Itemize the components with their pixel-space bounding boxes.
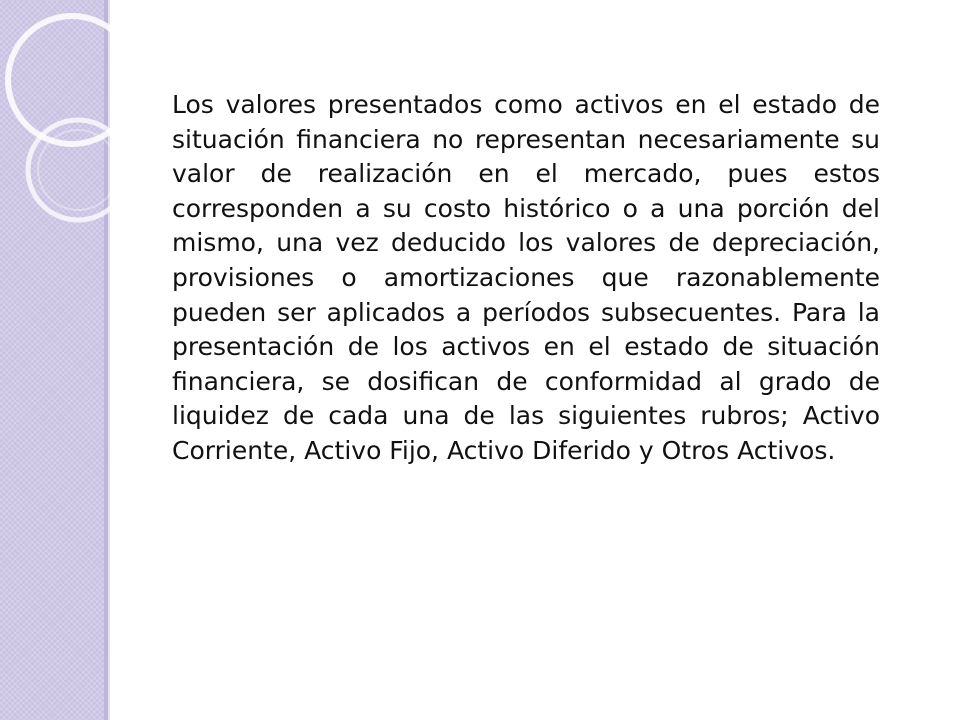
decorative-ring-large bbox=[8, 16, 136, 144]
slide-body-text: Los valores presentados como activos en el estado de situación financiera no representan necesariamente su valor de realización en el mercado, pues estos corresponden a su costo histórico o a una porción del mismo, una vez deducido los valores de depreciación, provisiones o amortizaciones que razonablemente pueden ser aplicados a períodos subsecuentes. Para la presentación de los activos en el estado de situación financiera, se dosifican de conformidad al grado de liquidez de cada una de las siguientes rubros; Activo Corriente, Activo Fijo, Activo Diferido y Otros Activos. bbox=[172, 90, 880, 465]
decorative-rings bbox=[0, 0, 200, 260]
decorative-ring-small bbox=[28, 120, 128, 220]
